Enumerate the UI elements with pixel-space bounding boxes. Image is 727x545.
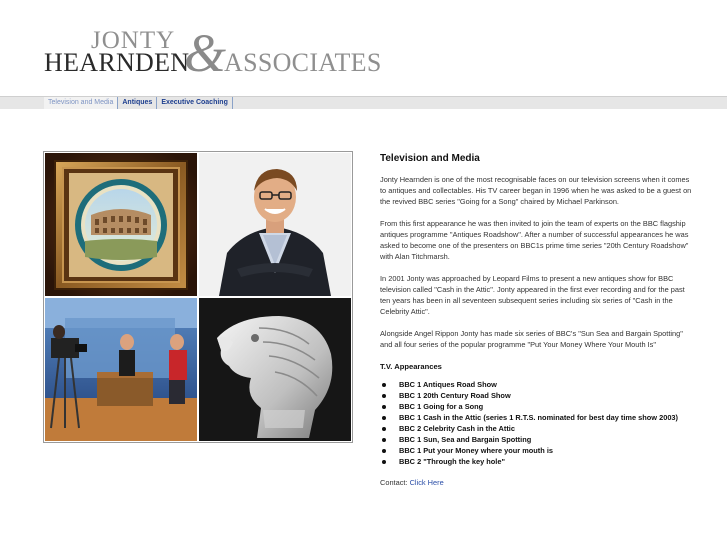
intro-paragraph: Jonty Hearnden is one of the most recognisable faces on our television screens when it comes to antiques and collectables. His TV career began in 1996 when he was asked to be a guest on the revived BBC series "Going for a Song" chaired by Michael Parkinson. — [380, 175, 692, 206]
logo-ampersand: & — [184, 23, 227, 83]
list-item: BBC 1 Sun, Sea and Bargain Spotting — [380, 434, 695, 445]
contact-line — [380, 477, 695, 488]
page-title: Television and Media — [380, 153, 480, 164]
bargain-spotting-paragraph: Alongside Angel Rippon Jonty has made six series of BBC's "Sun Sea and Bargain Spotting" and all four series of the popular programme "Put Your Money Where Your Mouth Is" — [380, 329, 683, 349]
header — [0, 0, 727, 96]
tv-appearances-list — [380, 379, 695, 467]
list-item: BBC 1 20th Century Road Show — [380, 390, 695, 401]
portrait-photo — [199, 153, 351, 296]
main-nav — [44, 97, 233, 109]
list-item: BBC 2 Celebrity Cash in the Attic — [380, 423, 695, 434]
nav-item-antiques[interactable]: Antiques — [117, 97, 156, 109]
list-item: BBC 1 Put your Money where your mouth is — [380, 445, 695, 456]
list-item: BBC 2 "Through the key hole" — [380, 456, 695, 467]
cash-in-attic-paragraph: In 2001 Jonty was approached by Leopard Films to present a new antiques show for BBC television called "Cash in the Attic". Jonty appeared in the first ever recording and for the past ten years has been in all seventeen subsequent series including six series of "Cash in the Celebrity Attic". — [380, 274, 685, 316]
roadshow-paragraph: From this first appearance he was then invited to join the team of experts on the BBC flagship antiques programme "Antiques Roadshow". After a number of successful appearances he was asked to become one of the presenters on BBC1s prime time series "20th Century Roadshow" with Alan Titchmarsh. — [380, 219, 689, 261]
list-item: BBC 1 Antiques Road Show — [380, 379, 695, 390]
logo-hearnden: HEARNDEN — [44, 48, 190, 77]
logo-jonty: JONTY — [91, 27, 176, 54]
tv-appearances-heading: T.V. Appearances — [380, 362, 442, 371]
contact-label: Contact: — [380, 478, 408, 487]
main-content — [380, 152, 695, 488]
logo-associates: ASSOCIATES — [224, 48, 382, 77]
nav-item-television-and-media[interactable]: Television and Media — [44, 97, 117, 109]
navigation-bar — [0, 96, 727, 110]
list-item: BBC 1 Going for a Song — [380, 401, 695, 412]
nav-item-executive-coaching[interactable]: Executive Coaching — [156, 97, 233, 109]
site-logo[interactable] — [44, 23, 384, 83]
contact-link[interactable]: Click Here — [409, 478, 444, 487]
tv-studio-photo — [45, 298, 197, 441]
list-item: BBC 1 Cash in the Attic (series 1 R.T.S. nominated for best day time show 2003) — [380, 412, 695, 423]
colosseum-painting-photo — [45, 153, 197, 296]
glass-eagle-photo — [199, 298, 351, 441]
photo-grid — [43, 151, 353, 443]
